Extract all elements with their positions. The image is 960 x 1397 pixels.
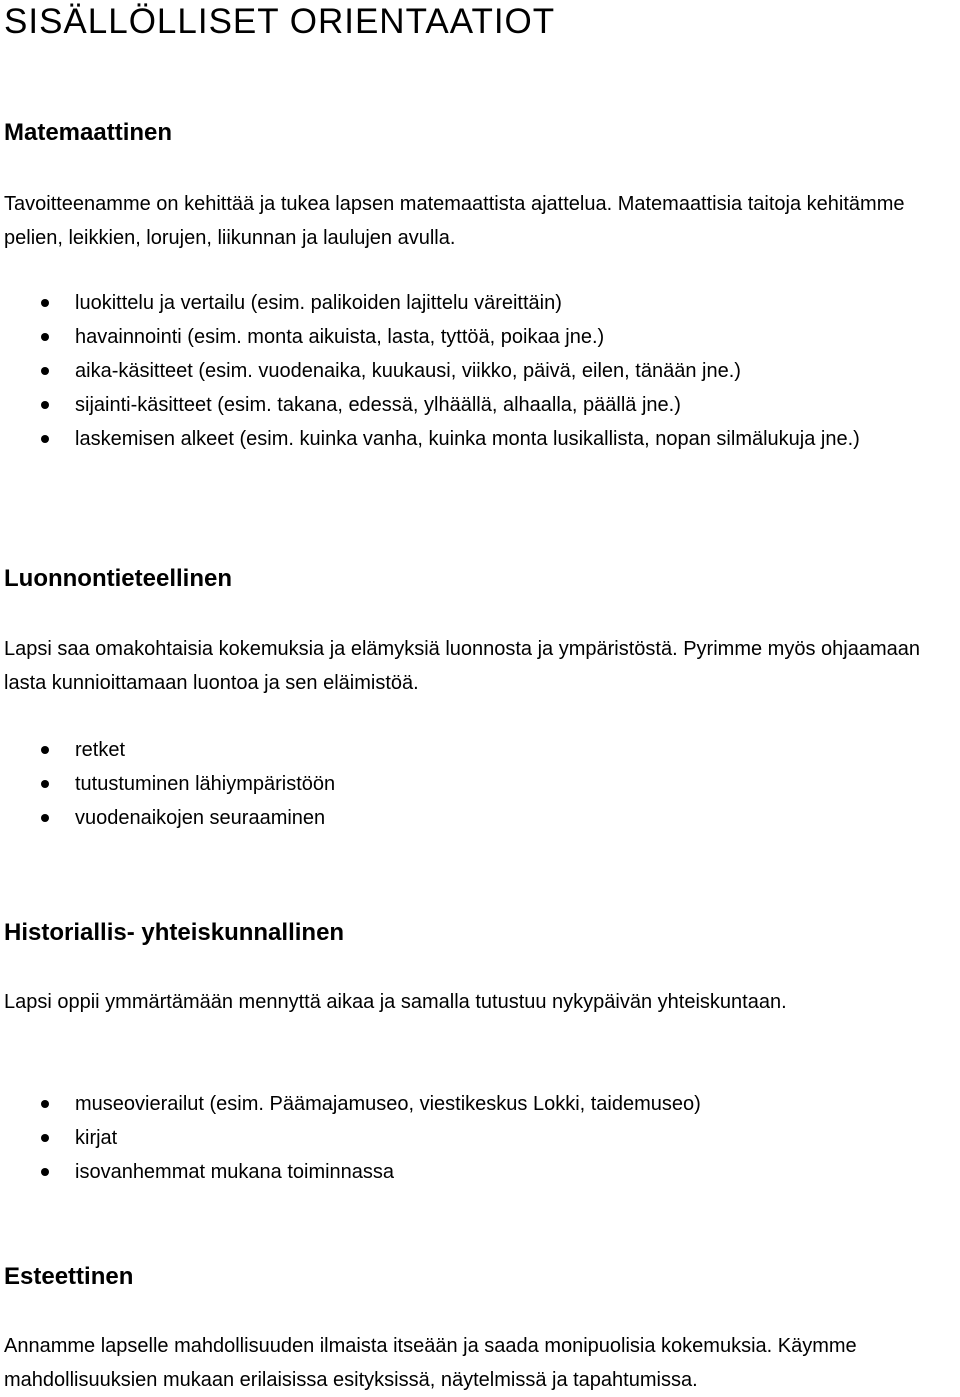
list-item: museovierailut (esim. Päämajamuseo, viestikeskus Lokki, taidemuseo): [4, 1087, 904, 1121]
list-item: aika-käsitteet (esim. vuodenaika, kuukausi, viikko, päivä, eilen, tänään jne.): [4, 354, 904, 388]
list-item: vuodenaikojen seuraaminen: [4, 801, 904, 835]
bullet-list-matemaattinen: [4, 286, 904, 456]
section-heading-esteettinen: Esteettinen: [4, 1263, 134, 1290]
list-item: luokittelu ja vertailu (esim. palikoiden lajittelu väreittäin): [4, 286, 904, 320]
section-heading-matemaattinen: Matemaattinen: [4, 119, 173, 146]
page-title: SISÄLLÖLLISET ORIENTAATIOT: [4, 2, 556, 41]
section-heading-luonnontieteellinen: Luonnontieteellinen: [4, 565, 232, 592]
list-item: laskemisen alkeet (esim. kuinka vanha, kuinka monta lusikallista, nopan silmälukuja jne.): [4, 422, 875, 456]
list-item: tutustuminen lähiympäristöön: [4, 767, 904, 801]
list-item: retket: [4, 733, 904, 767]
list-item: sijainti-käsitteet (esim. takana, edessä, ylhäällä, alhaalla, päällä jne.): [4, 388, 904, 422]
list-item: kirjat: [4, 1121, 904, 1155]
section-paragraph-matemaattinen: Tavoitteenamme on kehittää ja tukea lapsen matemaattista ajattelua. Matemaattisia taitoja kehitämme pelien, leikkien, lorujen, liikunnan ja laulujen avulla.: [4, 193, 905, 249]
list-item: isovanhemmat mukana toiminnassa: [4, 1155, 904, 1189]
section-heading-historiallis-yhteiskunnallinen: Historiallis- yhteiskunnallinen: [4, 919, 345, 946]
list-item: havainnointi (esim. monta aikuista, lasta, tyttöä, poikaa jne.): [4, 320, 904, 354]
bullet-list-luonnontieteellinen: [4, 733, 904, 835]
section-paragraph-historiallis-yhteiskunnallinen: Lapsi oppii ymmärtämään mennyttä aikaa ja samalla tutustuu nykypäivän yhteiskuntaan.: [4, 991, 787, 1013]
section-paragraph-luonnontieteellinen: Lapsi saa omakohtaisia kokemuksia ja elämyksiä luonnosta ja ympäristöstä. Pyrimme myös ohjaamaan lasta kunnioittamaan luontoa ja sen eläimistöä.: [4, 638, 920, 694]
section-paragraph-esteettinen: Annamme lapselle mahdollisuuden ilmaista itseään ja saada monipuolisia kokemuksia. Käymme mahdollisuuksien mukaan erilaisissa esityksissä, näytelmissä ja tapahtumissa.: [4, 1335, 857, 1391]
bullet-list-historiallis-yhteiskunnallinen: [4, 1087, 904, 1189]
